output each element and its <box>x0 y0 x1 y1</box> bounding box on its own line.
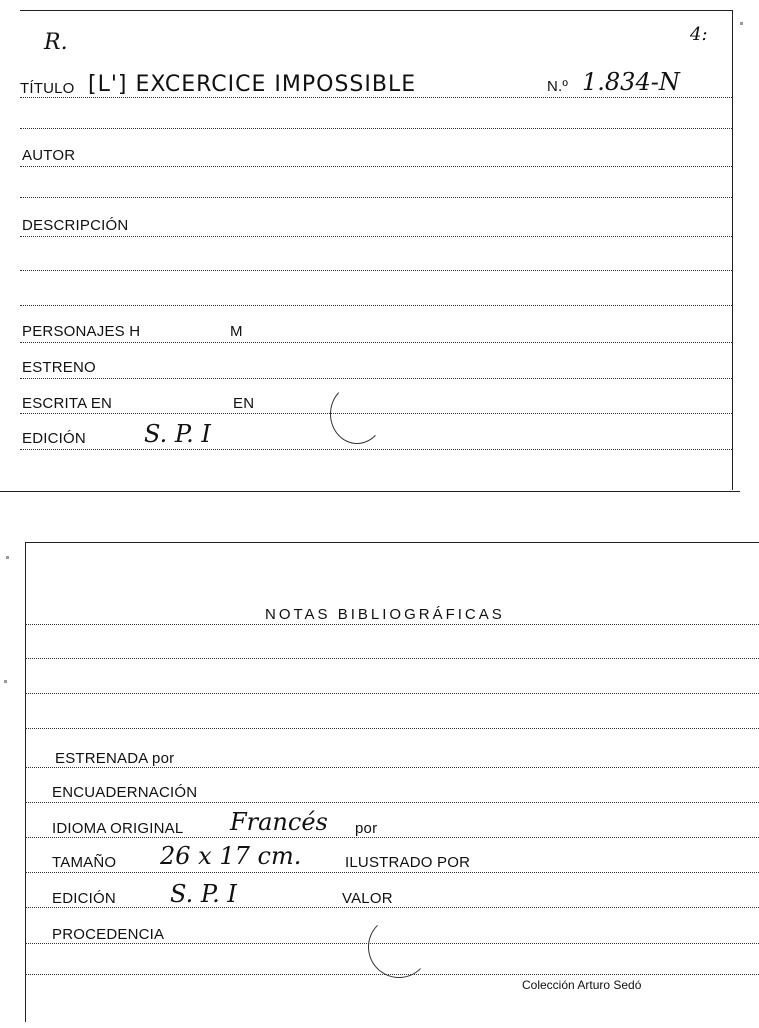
rule-line <box>25 693 759 694</box>
rule-line <box>25 658 759 659</box>
rule-line <box>25 728 759 729</box>
idioma-label: IDIOMA ORIGINAL <box>52 820 184 837</box>
personajes-m-label: M <box>230 323 243 340</box>
scan-speck <box>6 556 9 559</box>
encuadernacion-label: ENCUADERNACIÓN <box>52 784 198 801</box>
rule-line <box>20 197 732 198</box>
personajes-label: PERSONAJES H <box>22 323 141 340</box>
autor-label: AUTOR <box>22 147 76 164</box>
titulo-value: [L'] EXCERCICE IMPOSSIBLE <box>88 72 417 97</box>
descripcion-label: DESCRIPCIÓN <box>22 217 129 234</box>
scan-speck <box>740 22 743 25</box>
titulo-line <box>20 97 732 98</box>
card-top-border <box>20 10 732 11</box>
autor-line <box>20 166 732 167</box>
procedencia-label: PROCEDENCIA <box>52 926 165 943</box>
personajes-line <box>20 342 732 343</box>
rule-line <box>20 128 732 129</box>
numero-label: N.º <box>547 78 569 95</box>
encuadernacion-line <box>25 802 759 803</box>
faded-stamp <box>330 384 384 444</box>
card-top-border <box>25 542 759 543</box>
idioma-line <box>25 837 759 838</box>
titulo-label: TÍTULO <box>20 80 75 97</box>
escrita-en-label: EN <box>233 395 255 412</box>
estreno-label: ESTRENO <box>22 359 96 376</box>
idioma-value: Francés <box>230 808 328 836</box>
ilustrado-label: ILUSTRADO POR <box>345 854 471 871</box>
corner-mark: 4: <box>690 24 708 45</box>
corner-initial: R. <box>44 30 68 55</box>
edicion-value: S. P. I <box>144 420 211 448</box>
edicion-label: EDICIÓN <box>22 430 86 447</box>
catalog-card-front <box>0 0 759 500</box>
tamano-label: TAMAÑO <box>52 854 117 871</box>
descripcion-line <box>20 236 732 237</box>
estrenada-label: ESTRENADA por <box>55 750 175 767</box>
valor-label: VALOR <box>342 890 393 907</box>
numero-value: 1.834-N <box>582 68 680 96</box>
edicion-back-line <box>25 907 759 908</box>
collection-label: Colección Arturo Sedó <box>522 978 642 992</box>
faded-stamp <box>368 916 430 978</box>
edicion-back-label: EDICIÓN <box>52 890 116 907</box>
card-left-border <box>25 542 26 1022</box>
estrenada-line <box>25 767 759 768</box>
idioma-por-label: por <box>355 820 378 837</box>
card-bottom-border <box>0 491 740 492</box>
rule-line <box>20 305 732 306</box>
card-right-border <box>732 10 733 490</box>
catalog-card-back <box>0 500 759 1028</box>
edicion-back-value: S. P. I <box>170 880 237 908</box>
estreno-line <box>20 378 732 379</box>
rule-line <box>20 270 732 271</box>
scan-speck <box>4 680 7 683</box>
tamano-line <box>25 872 759 873</box>
notas-heading: NOTAS BIBLIOGRÁFICAS <box>265 606 505 623</box>
escrita-label: ESCRITA EN <box>22 395 113 412</box>
tamano-value: 26 x 17 cm. <box>160 842 302 870</box>
edicion-line <box>20 449 732 450</box>
heading-line <box>25 624 759 625</box>
